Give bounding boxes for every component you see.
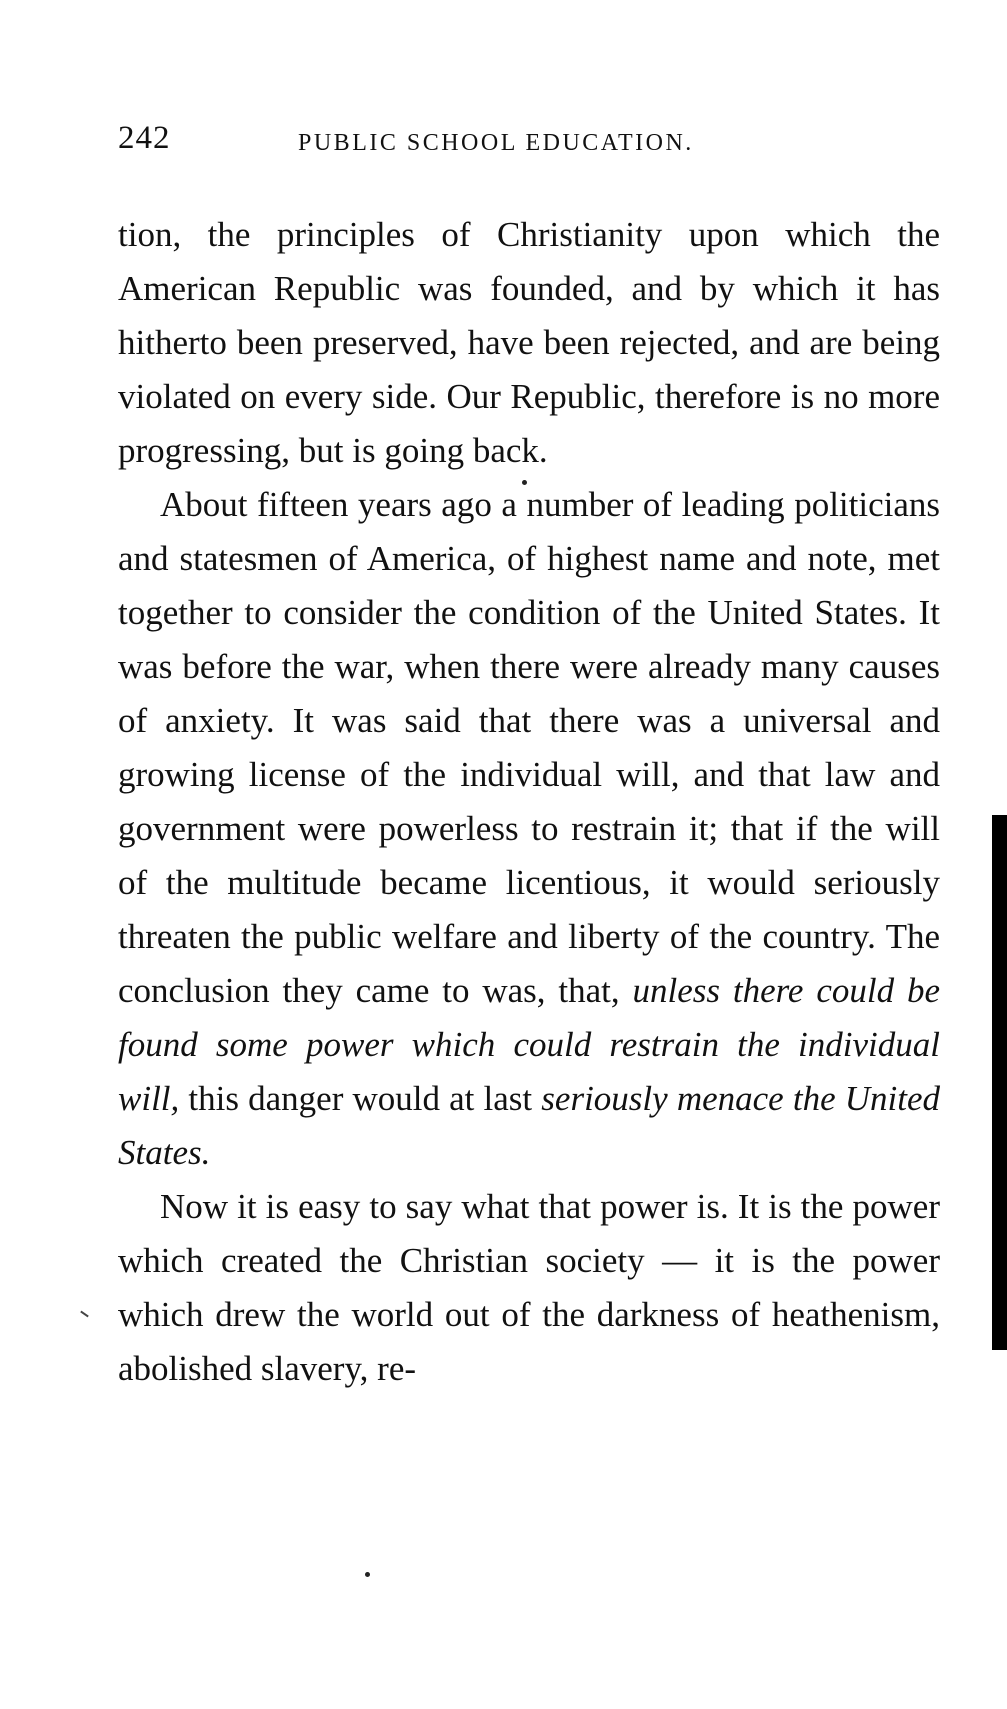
running-head — [118, 120, 938, 170]
scan-speck — [522, 480, 527, 485]
italic-text-segment: unless there could be found some power which could restrain the individual will, — [118, 971, 940, 1118]
margin-mark — [80, 1311, 89, 1318]
italic-text-segment: seriously menace the United States. — [118, 1079, 941, 1172]
paragraph — [118, 478, 940, 1180]
page-number: 242 — [118, 120, 171, 156]
scan-edge-bar — [992, 815, 1007, 1350]
paragraph — [118, 1180, 940, 1396]
scan-speck — [365, 1572, 370, 1577]
text-segment: this danger would at last — [179, 1079, 542, 1118]
paragraph-continuation — [118, 208, 940, 478]
running-title: PUBLIC SCHOOL EDUCATION. — [298, 130, 694, 156]
body-text — [118, 208, 940, 1396]
text-segment: Now it is easy to say what that power is. It is the power which created the Christian society — it is the power which drew the world out of the darkness of heathenism, abolished slavery, re- — [118, 1187, 940, 1388]
text-segment: About fifteen years ago a number of leading politicians and statesmen of America, of highest name and note, met together to consider the condition of the United States. It was before the war, when there were already many causes of anxiety. It was said that there was a universal and growing license of the individual will, and that law and government were powerless to restrain it; that if the will of the multitude became licentious, it would seriously threaten the public welfare and liberty of the country. The conclusion they came to was, that, — [118, 485, 940, 1010]
text-segment: tion, the principles of Christianity upon which the American Republic was founded, and by which it has hitherto been preserved, have been rejected, and are being violated on every side. Our Republic, therefore is no more progressing, but is going back. — [118, 215, 940, 470]
